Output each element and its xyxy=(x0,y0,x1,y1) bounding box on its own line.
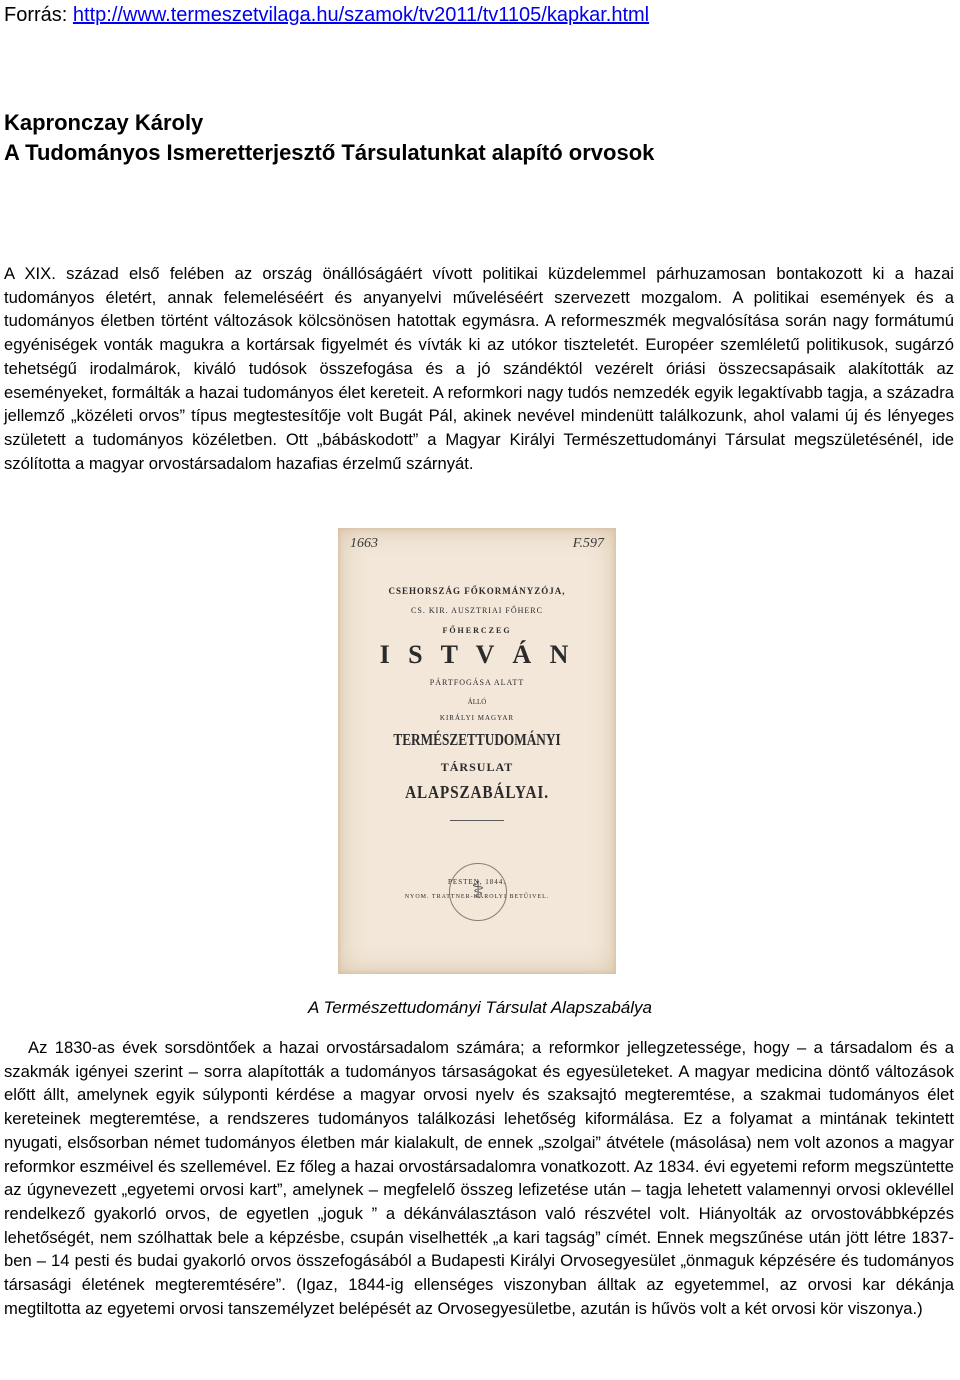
library-stamp-icon: ⚕ xyxy=(449,863,507,921)
article-author: Kapronczay Károly xyxy=(4,110,204,135)
figure-caption: A Természettudományi Társulat Alapszabálya xyxy=(308,998,652,1017)
source-link[interactable]: http://www.termeszetvilaga.hu/szamok/tv2011/tv1105/kapkar.html xyxy=(72,4,650,26)
handwritten-note-left: 1663 xyxy=(350,536,378,551)
article-title: A Tudományos Ismeretterjesztő Társulatunkat alapító orvosok xyxy=(4,140,655,165)
handwritten-note-right: F.597 xyxy=(572,536,604,551)
title-page-line: CSEHORSZÁG FŐKORMÁNYZÓJA, xyxy=(388,586,566,596)
title-page-line: NYOM. TRATTNER-KÁROLYI BETŰIVEL. xyxy=(404,894,550,900)
source-label: Forrás: xyxy=(4,4,73,26)
title-page-line: FŐHERCZEG xyxy=(442,626,512,635)
title-page-line: CS. KIR. AUSZTRIAI FŐHERC xyxy=(411,606,543,615)
source-line xyxy=(4,2,649,28)
title-page-line: ALAPSZABÁLYAI. xyxy=(405,782,549,802)
book-title-page-image xyxy=(338,528,616,974)
title-page-line: TERMÉSZETTUDOMÁNYI xyxy=(393,730,561,749)
title-page-line: I S T V Á N xyxy=(379,640,575,669)
title-page-line: TÁRSULAT xyxy=(440,760,514,774)
paragraph-second: Az 1830-as évek sorsdöntőek a hazai orvostársadalom számára; a reformkor jellegzetessége, hogy – a társadalom és a szakmák igényei szerint – sorra alapították a tudományos társaságokat és egyesületeket. A magyar medicina döntő változások előtt állt, amelynek egyik súlyponti kérdése a magyar orvosi nyelv és szaksajtó megteremtése, a szakmai tudományos élet kereteinek megteremtése, a rendszeres tudományos találkozási lehetőség kiformálása. Ez a folyamat a mintának tekintett nyugati, elsősorban német tudományos életben már kialakult, de ennek „szolgai” átvétele (másolása) nem volt azonos a magyar reformkor eszméivel és szellemével. Ez főleg a hazai orvostársadalomra vonatkozott. Az 1834. évi egyetemi reform megszüntette az úgynevezett „egyetemi orvosi kart”, amelynek – megfelelő összeg lefizetése után – tagja lehetett valamennyi orvosi oklevéllel rendelkező gyakorló orvos, de egyetlen „joguk ” a dékánválasztáson való részvétel volt. Hiányolták az orvostovábbképzés lehetőségét, nem szólhattak bele a képzésbe, csupán viselhették „a kari tagság” címét. Ennek megszűnése után jött létre 1837-ben – 14 pesti és budai gyakorló orvos összefogásából a Budapesti Királyi Orvosegyesület „önmaguk képzésére és tudományos társasági életének megteremtésére”. (Igaz, 1844-ig ellenséges viszonyban álltak az egyetemmel, az orvosi kar dékánja megtiltotta az egyetemi orvosi tanszemélyzet belépését az Orvosegyesületbe, azután is hűvös volt a két orvosi kör viszonya.) xyxy=(4,1038,954,1318)
title-page-line: ÁLLÓ xyxy=(467,698,487,706)
article-heading xyxy=(4,108,654,168)
title-page-line: PESTEN, 1844. xyxy=(448,878,506,886)
title-page-rule xyxy=(450,820,504,821)
paragraph-intro: A XIX. század első felében az ország önállóságáért vívott politikai küzdelemmel párhuzamosan bontakozott ki a hazai tudományos életért, annak felemeléséért és anyanyelvi műveléséért szervezett mozgalom. A politikai események és a tudományos életben történt változások kölcsönösen hatottak egymásra. A reformeszmék megvalósítása során nagy formátumú egyéniségek vonták magukra a kortársak figyelmét és vívták ki az utókor tiszteletét. Européer szemléletű politikusok, sugárzó tehetségű irodalmárok, kiváló tudósok összefogása és a jó szándéktól vezérelt óriási összecsapásaik alakították az eseményeket, formálták a hazai tudományos élet kereteit. A reformkori nagy tudós nemzedék egyik legaktívabb tagja, a századra jellemző „közéleti orvos” típus megtestesítője volt Bugát Pál, akinek nevével mindenütt találkozunk, ahol valami új és lényeges született a tudományos közéletben. Ott „bábáskodott” a Magyar Királyi Természettudományi Társulat megszületésénél, ide szólította a magyar orvostársadalom hazafias érzelmű szárnyát. xyxy=(4,264,954,473)
title-page-line: PÁRTFOGÁSA ALATT xyxy=(429,678,525,687)
title-page-line: KIRÁLYI MAGYAR xyxy=(439,714,515,722)
